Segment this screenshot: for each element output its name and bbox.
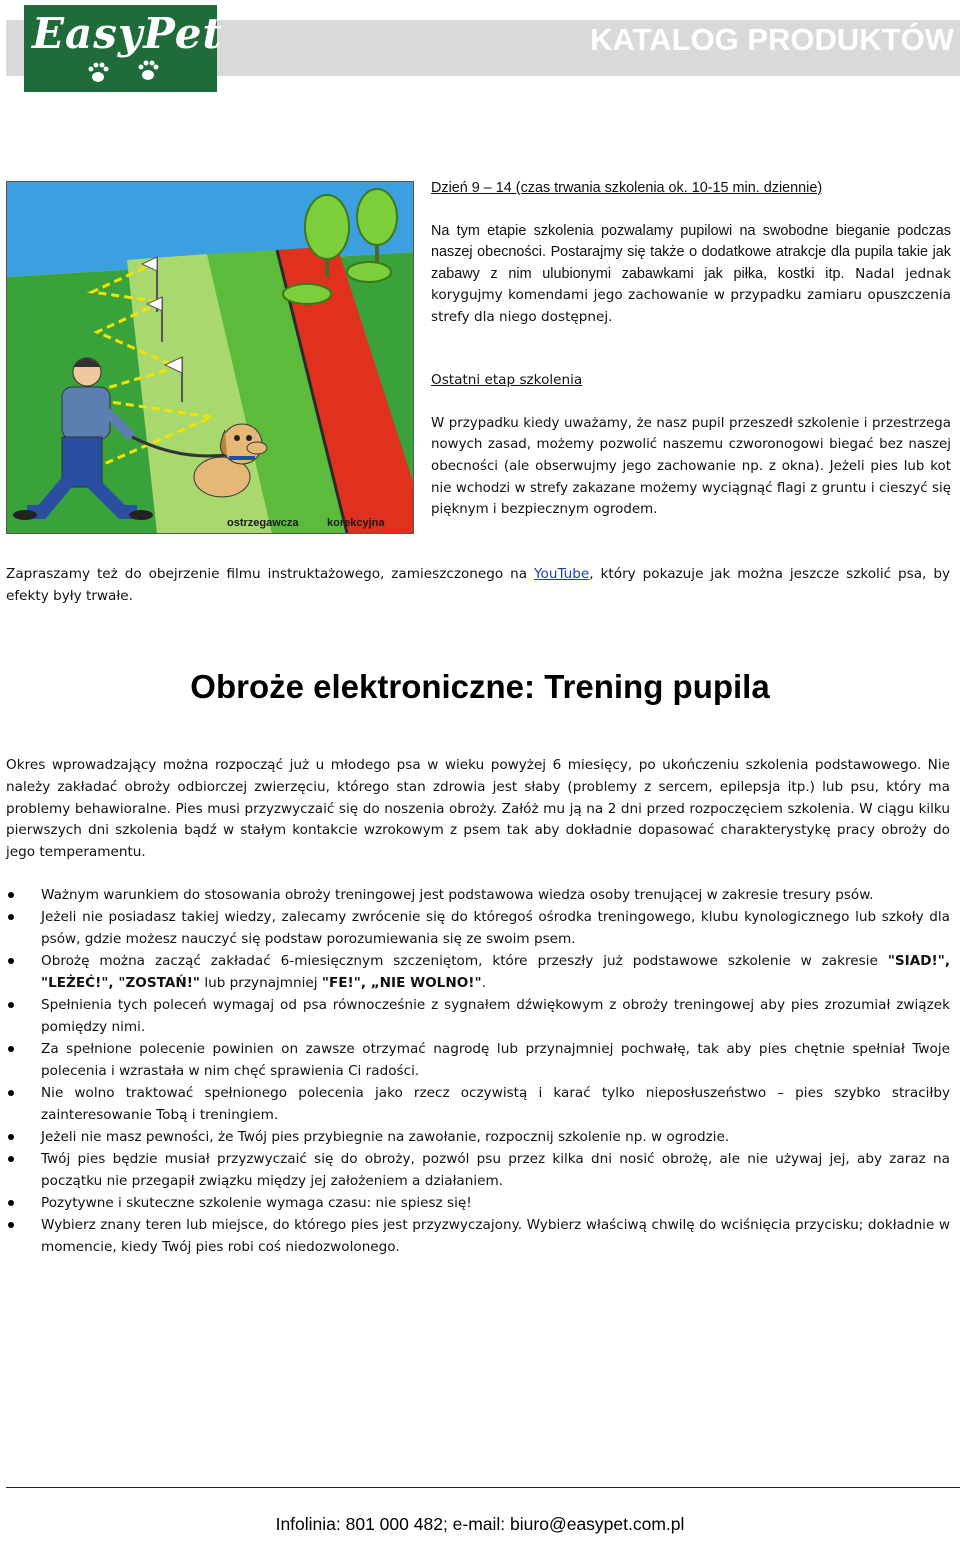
- list-item-text: lub przynajmniej: [200, 975, 322, 991]
- training-stages-text: [431, 178, 951, 521]
- list-item: Za spełnione polecenie powinien on zawsze otrzymać nagrodę lub przynajmniej pochwałę, tak aby pies chętnie spełniał Twoje polecenia i wzrastała w nim chęć sprawienia Ci radości.: [6, 1038, 950, 1082]
- list-item: Nie wolno traktować spełnionego polecenia jako rzecz oczywistą i karać tylko nieposłuszeństwo – pies szybko straciłby zainteresowanie Tobą i treningiem.: [6, 1082, 950, 1126]
- list-item: Spełnienia tych poleceń wymagaj od psa równocześnie z sygnałem dźwiękowym z obroży treningowej aby pies zrozumiał związek pomiędzy nimi.: [6, 994, 950, 1038]
- intro-paragraph: Okres wprowadzający można rozpocząć już u młodego psa w wieku powyżej 6 miesięcy, po ukończeniu szkolenia podstawowego. Nie należy zakładać obroży odbiorczej zwierzęciu, którego stan zdrowia jest słaby (problemy z sercem, epilepsja itp.) lub psu, który ma problemy behawioralne. Pies musi przyzwyczaić się do noszenia obroży. Załóż mu ją na 2 dni przed rozpoczęciem szkolenia. W ciągu kilku pierwszych dni szkolenia bądź w stałym kontakcie wzrokowym z psem tak aby dokładnie dopasować charakterystykę pracy obroży do jego temperamentu.: [6, 757, 950, 861]
- list-item: Jeżeli nie posiadasz takiej wiedzy, zalecamy zwrócenie się do któregoś ośrodka treningowego, klubu kynologicznego lub szkoły dla psów, gdzie możesz nauczyć się podstaw porozumiewania się ze swoim psem.: [6, 906, 950, 950]
- illustration-drawing: [7, 182, 413, 533]
- days-text-a: Na tym etapie szkolenia pozwalamy pupilowi na swobodne bieganie podczas naszej obecności. Postarajmy się także o dodatkowe atrakcje dla pupila takie jak zabawy z nim ulubionymi zabawkami jak piłka, kostki itp.: [431, 222, 951, 282]
- catalog-title: KATALOG PRODUKTÓW: [590, 22, 954, 57]
- zone-label-correction: korekcyjna: [327, 517, 385, 529]
- last-stage-text: W przypadku kiedy uważamy, że nasz pupil przeszedł szkolenie i przestrzega nowych zasad, możemy pozwolić naszemu czworonogowi biegać bez naszej obecności (ale obserwujmy jego zachowanie np. z okna). Jeżeli pies lub kot nie wchodzi w strefy zakazane możemy wyciągnąć flagi z gruntu i cieszyć się pięknym i bezpiecznym ogrodem.: [431, 415, 951, 518]
- list-item: Pozytywne i skuteczne szkolenie wymaga czasu: nie spiesz się!: [6, 1192, 950, 1214]
- commands-basic: "SIAD!", "LEŻEĆ!", "ZOSTAŃ!": [41, 953, 950, 991]
- footer-contact: Infolinia: 801 000 482; e-mail: biuro@easypet.com.pl: [275, 1514, 685, 1534]
- list-item: Wybierz znany teren lub miejsce, do którego pies jest przyzwyczajony. Wybierz właściwą chwilę do wciśnięcia przycisku; dokładnie w momencie, kiedy Twój pies robi coś niedozwolonego.: [6, 1214, 950, 1258]
- page-header: [0, 0, 960, 100]
- list-item: Jeżeli nie masz pewności, że Twój pies przybiegnie na zawołanie, rozpocznij szkolenie np. w ogrodzie.: [6, 1126, 950, 1148]
- days-text: [431, 221, 951, 329]
- commands-minimal: "FE!", „NIE WOLNO!": [321, 975, 482, 991]
- footer-divider: [6, 1487, 960, 1488]
- list-item-text: Obrożę można zacząć zakładać 6-miesięcznym szczeniętom, które przeszły już podstawowe szkolenie w zakresie: [41, 953, 888, 969]
- list-item: [6, 950, 950, 994]
- youtube-invite-paragraph: [6, 564, 950, 608]
- paw-prints-icon: [86, 57, 196, 87]
- invite-text-before: Zapraszamy też do obejrzenie filmu instruktażowego, zamieszczonego na: [6, 566, 535, 582]
- days-text-b: Nadal jednak korygujmy komendami jego zachowanie w przypadku zamiaru opuszczenia strefy dla niego dostępnej.: [431, 265, 951, 325]
- section-heading: Obroże elektroniczne: Trening pupila: [190, 668, 770, 705]
- list-item: Ważnym warunkiem do stosowania obroży treningowej jest podstawowa wiedza osoby trenującej w zakresie tresury psów.: [6, 884, 950, 906]
- easypet-logo: [24, 5, 223, 92]
- training-tips-list: [6, 884, 950, 1258]
- list-item-text: .: [481, 975, 486, 991]
- logo-text: EasyPet: [32, 9, 223, 58]
- zone-label-warning: ostrzegawcza: [227, 517, 299, 529]
- training-illustration: [6, 181, 414, 534]
- invite-text-after: , który pokazuje jak można jeszcze szkolić psa, by efekty były trwałe.: [6, 566, 950, 604]
- days-heading: Dzień 9 – 14 (czas trwania szkolenia ok. 10-15 min. dziennie): [431, 180, 823, 196]
- list-item: Twój pies będzie musiał przyzwyczaić się do obroży, pozwól psu przez kilka dni nosić obrożę, ale nie używaj jej, aby zaraz na początku nie przegapił związku między jej założeniem a działaniem.: [6, 1148, 950, 1192]
- youtube-link[interactable]: YouTube: [534, 566, 590, 582]
- last-stage-heading: Ostatni etap szkolenia: [431, 372, 583, 388]
